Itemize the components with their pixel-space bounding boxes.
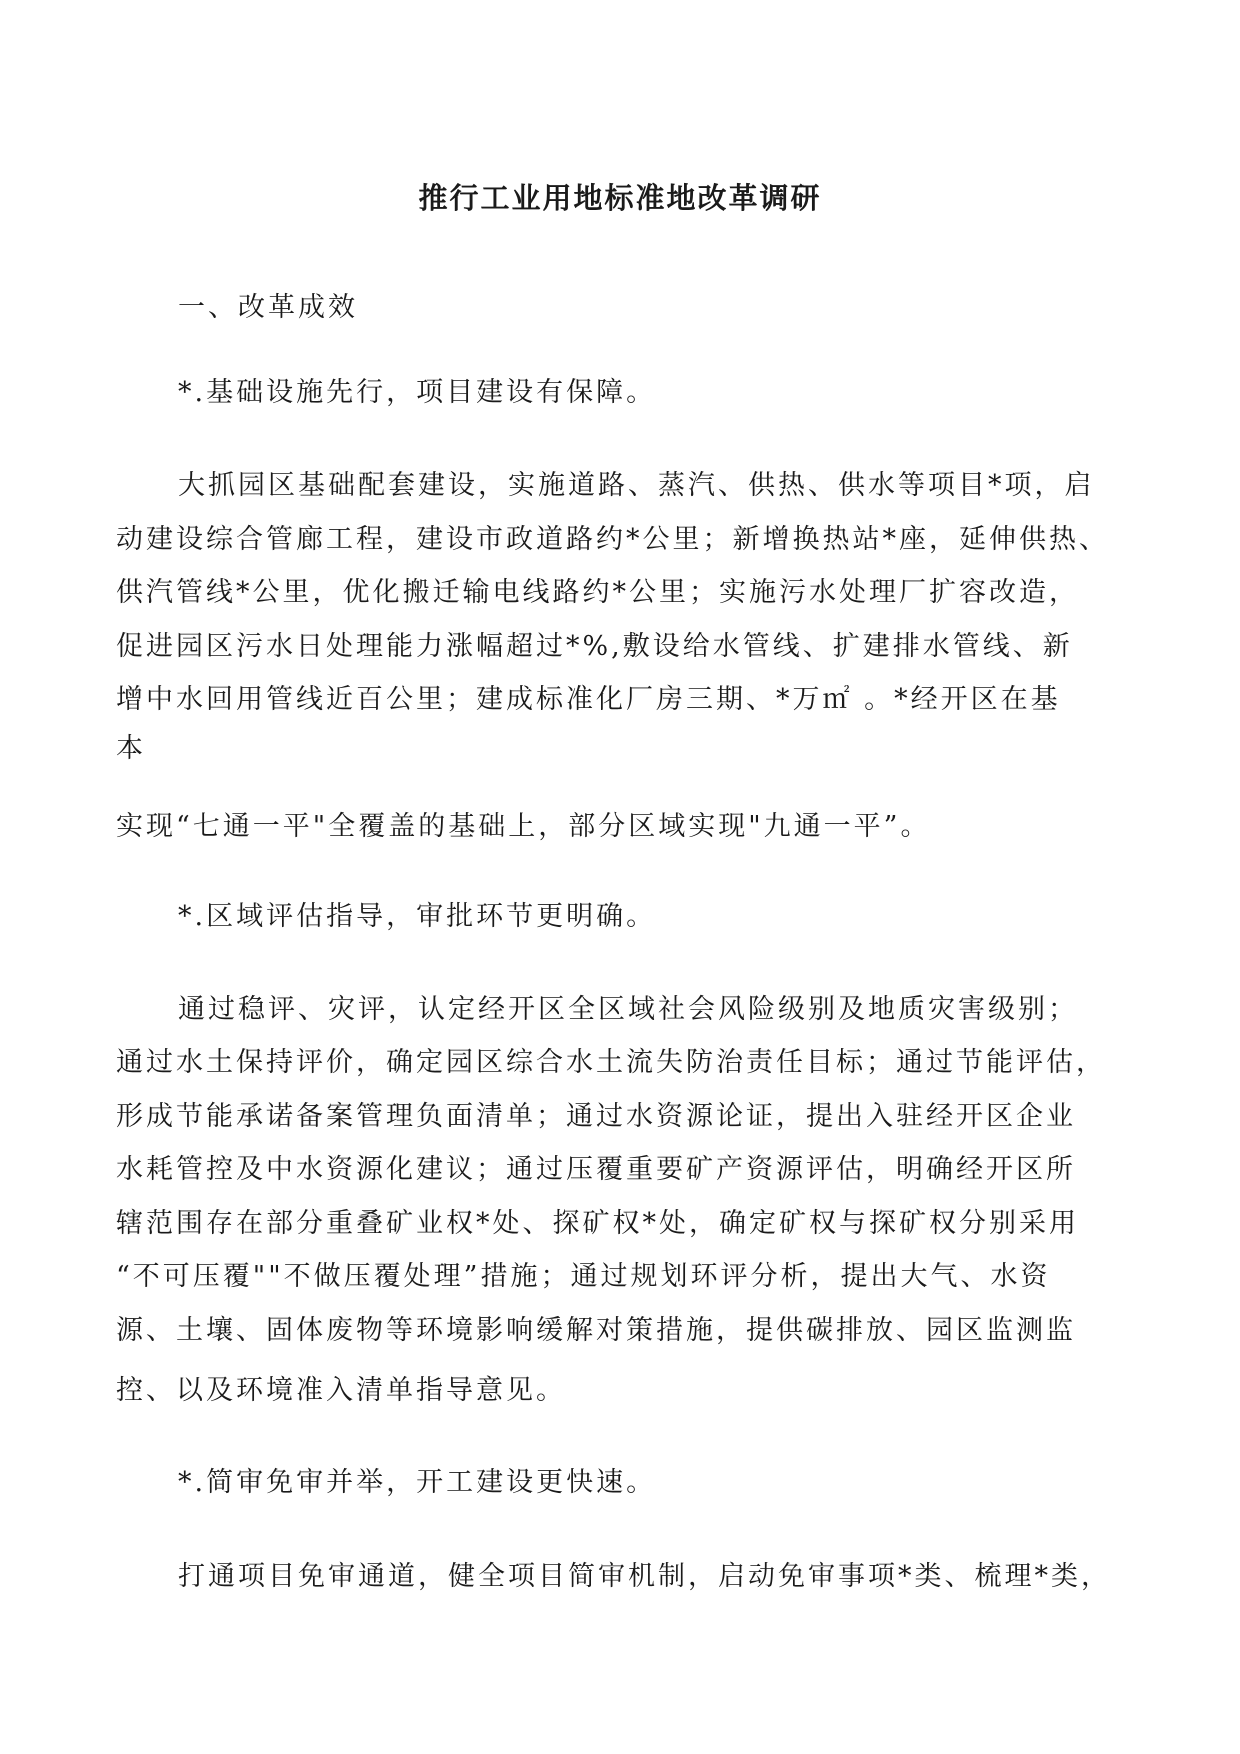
- paragraph-2-line-2: 通过水土保持评价，确定园区综合水土流失防治责任目标；通过节能评估，: [116, 1047, 1106, 1078]
- paragraph-2-line-8: 控、以及环境准入清单指导意见。: [116, 1375, 566, 1406]
- paragraph-2-line-3: 形成节能承诺备案管理负面清单；通过水资源论证，提出入驻经开区企业: [116, 1101, 1076, 1132]
- section-heading-1: 一、改革成效: [178, 292, 358, 323]
- paragraph-2-line-6: “不可压覆""不做压覆处理”措施；通过规划环评分析，提出大气、水资: [116, 1261, 1051, 1292]
- subheading-1: *.基础设施先行，项目建设有保障。: [178, 377, 657, 408]
- paragraph-3-line-1: 打通项目免审通道，健全项目简审机制，启动免审事项*类、梳理*类，: [178, 1561, 1111, 1592]
- paragraph-1-line-7: 实现“七通一平"全覆盖的基础上，部分区域实现"九通一平”。: [116, 811, 931, 842]
- paragraph-2-line-5: 辖范围存在部分重叠矿业权*处、探矿权*处，确定矿权与探矿权分别采用: [116, 1208, 1079, 1239]
- paragraph-1-line-6: 本: [116, 733, 146, 764]
- paragraph-1-line-5: 增中水回用管线近百公里；建成标准化厂房三期、*万㎡ 。*经开区在基: [116, 684, 1061, 715]
- subheading-3: *.简审免审并举，开工建设更快速。: [178, 1467, 657, 1498]
- paragraph-1-line-3: 供汽管线*公里，优化搬迁输电线路约*公里；实施污水处理厂扩容改造，: [116, 577, 1079, 608]
- paragraph-1-line-2: 动建设综合管廊工程，建设市政道路约*公里；新增换热站*座，延伸供热、: [116, 524, 1109, 555]
- paragraph-1-line-1: 大抓园区基础配套建设，实施道路、蒸汽、供热、供水等项目*项，启: [178, 470, 1095, 501]
- document-title: 推行工业用地标准地改革调研: [418, 181, 822, 215]
- paragraph-1-line-4: 促进园区污水日处理能力涨幅超过*%,敷设给水管线、扩建排水管线、新: [116, 631, 1073, 662]
- paragraph-2-line-4: 水耗管控及中水资源化建议；通过压覆重要矿产资源评估，明确经开区所: [116, 1154, 1076, 1185]
- paragraph-2-line-1: 通过稳评、灾评，认定经开区全区域社会风险级别及地质灾害级别；: [178, 994, 1078, 1025]
- subheading-2: *.区域评估指导，审批环节更明确。: [178, 901, 657, 932]
- paragraph-2-line-7: 源、土壤、固体废物等环境影响缓解对策措施，提供碳排放、园区监测监: [116, 1315, 1076, 1346]
